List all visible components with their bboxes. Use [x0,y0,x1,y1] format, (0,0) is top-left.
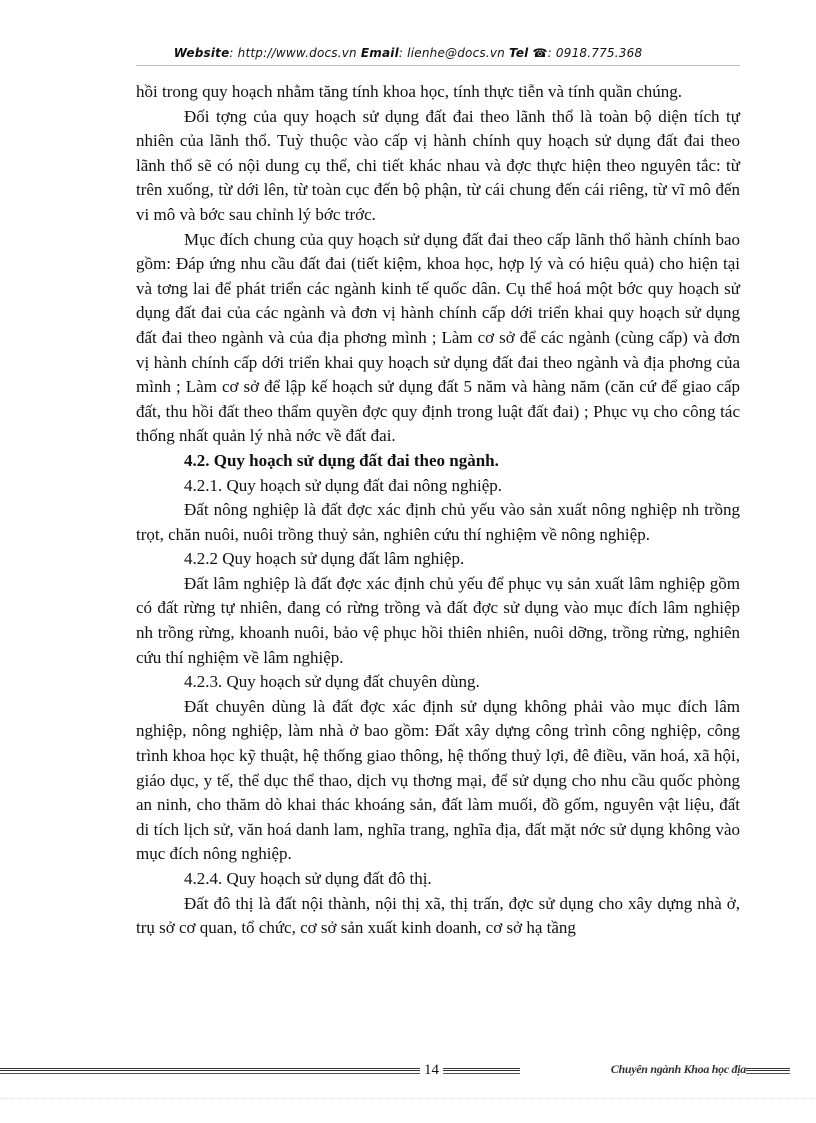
tel-label: Tel [508,46,529,60]
bottom-dotted-line [0,1098,816,1099]
tel-value: : 0918.775.368 [547,46,643,60]
section-heading: 4.2. Quy hoạch sử dụng đất đai theo ngành. [184,450,499,470]
subsection-heading: 4.2.2 Quy hoạch sử dụng đất lâm nghiệp. [184,549,465,569]
page-header [0,46,816,60]
website-label: Website [173,46,230,60]
subsection-heading: 4.2.1. Quy hoạch sử dụng đất đai nông nghiệp. [184,475,503,495]
page-number: 14 [420,1062,443,1079]
subsection-heading: 4.2.3. Quy hoạch sử dụng đất chuyên dùng. [184,672,480,692]
document-body [136,80,740,941]
email-value: : lienhe@docs.vn [398,46,505,60]
website-value: : http://www.docs.vn [229,46,357,60]
paragraph: Mục đích chung của quy hoạch sử dụng đất đai theo cấp lãnh thổ hành chính bao gồm: Đáp ứng nhu cầu đất đai (tiết kiệm, khoa học, hợp lý và có hiệu quả) cho hiện tại và tơng lai để phát triển các ngành kinh tế quốc dân. Cụ thể hoá một bớc quy hoạch sử dụng đất đai của các ngành và đơn vị hành chính cấp dới triển khai quy hoạch sử dụng đất đai theo ngành và của địa phơng mình ; Làm cơ sở để các ngành (cùng cấp) và đơn vị hành chính cấp dới triển khai quy hoạch sử dụng đất đai theo ngành và địa phơng của mình ; Làm cơ sở để lập kế hoạch sử dụng đất 5 năm và hàng năm (căn cứ để giao cấp đất, thu hồi đất theo thẩm quyền đợc quy định trong luật đất đai) ; Phục vụ cho công tác thống nhất quản lý nhà nớc về đất đai. [136,229,740,446]
paragraph: Đất chuyên dùng là đất đợc xác định sử dụng không phải vào mục đích lâm nghiệp, nông nghiệp, làm nhà ở bao gồm: Đất xây dựng công trình công nghiệp, công trình khoa học kỹ thuật, hệ thống giao thông, hệ thống thuỷ lợi, đê điều, văn hoá, xã hội, giáo dục, y tế, thể dục thể thao, dịch vụ thơng mại, để sử dụng cho nhu cầu quốc phòng an ninh, cho thăm dò khai thác khoáng sản, đất làm muối, đồ gốm, nguyên vật liệu, đất di tích lịch sử, văn hoá danh lam, nghĩa trang, nghĩa địa, đất mặt nớc sử dụng không vào mục đích nông nghiệp. [136,696,740,864]
email-label: Email [360,46,399,60]
subsection-heading: 4.2.4. Quy hoạch sử dụng đất đô thị. [184,869,432,888]
paragraph: Đối tợng của quy hoạch sử dụng đất đai theo lãnh thổ là toàn bộ diện tích tự nhiên của lãnh thổ. Tuỳ thuộc vào cấp vị hành chính quy hoạch sử dụng đất đai theo lãnh thổ sẽ có nội dung cụ thể, chi tiết khác nhau và đợc thực hiện theo nguyên tắc: từ trên xuống, từ dới lên, từ toàn cục đến bộ phận, từ cái chung đến cái riêng, từ vĩ mô đến vi mô và bớc sau chỉnh lý bớc trớc. [136,106,740,224]
header-divider [136,65,740,66]
paragraph: Đất nông nghiệp là đất đợc xác định chủ yếu vào sản xuất nông nghiệp nh trồng trọt, chăn nuôi, nuôi trồng thuỷ sản, nghiên cứu thí nghiệm về nông nghiệp. [136,500,740,544]
paragraph: Đất đô thị là đất nội thành, nội thị xã, thị trấn, đợc sử dụng cho xây dựng nhà ở, trụ sở cơ quan, tổ chức, cơ sở sản xuất kinh doanh, cơ sở hạ tầng [136,893,740,938]
footer-note: Chuyên ngành Khoa học địa [520,1062,746,1077]
paragraph: hồi trong quy hoạch nhằm tăng tính khoa học, tính thực tiễn và tính quần chúng. [136,82,683,101]
paragraph: Đất lâm nghiệp là đất đợc xác định chủ yếu để phục vụ sản xuất lâm nghiệp gồm có đất rừng tự nhiên, đang có rừng trồng và đất đợc sử dụng vào mục đích lâm nghiệp nh trồng rừng, khoanh nuôi, bảo vệ phục hồi thiên nhiên, nuôi dỡng, trồng rừng, nghiên cứu thí nghiệm về lâm nghiệp. [136,573,740,667]
phone-icon: ☎ [532,46,548,60]
